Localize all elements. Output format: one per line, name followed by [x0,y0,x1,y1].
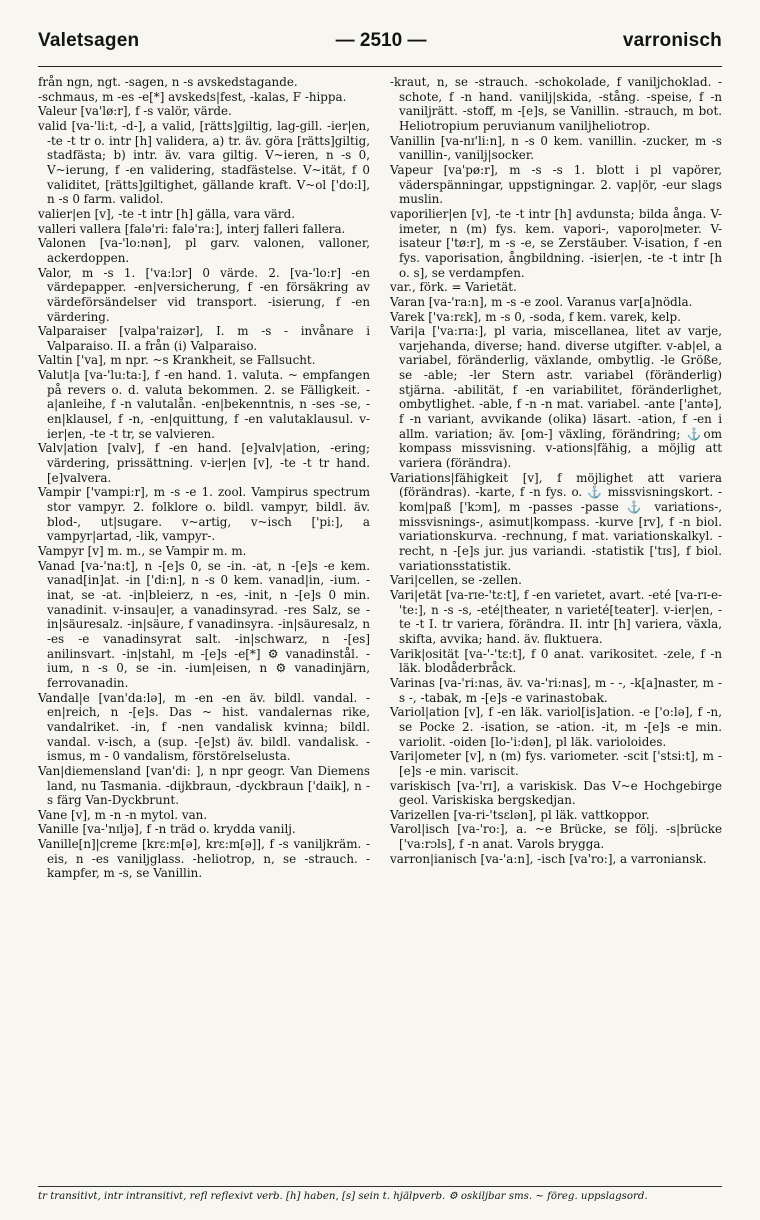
left-running-headword: Valetsagen [38,30,140,51]
right-running-headword: varronisch [622,30,722,51]
dictionary-entry: Vapeur [va'pø:r], m -s -s 1. blott i pl vapörer, väderspänningar, uppstigningar. 2. vap|ör, -eur slags muslin. [390,162,722,207]
dictionary-entry: -kraut, n, se -strauch. -schokolade, f vaniljchoklad. -schote, f -n hand. vanilj|skida, -stång. -speise, f -n vaniljrätt. -stoff, m -[e]s, se Vanillin. -strauch, m bot. Heliotropium peruvianum vaniljheliotrop. [390,75,722,133]
dictionary-entry: Varik|osität [va-'-'tɛ:t], f 0 anat. varikositet. -zele, f -n läk. blodåderbråck. [390,646,722,676]
dictionary-entry: Vane [v], m -n -n mytol. van. [38,807,208,822]
dictionary-entry: vaporilier|en [v], -te -t intr [h] avdunsta; bilda ånga. V-imeter, n (m) fys. kem. vapori-, vaporo|meter. V-isateur ['tø:r], m -s -e, se Zerstäuber. V-isation, f -en fys. vaporisation, ångbildning. -isier|en, -te -t intr [h o. s], se verdampfen. [390,206,722,280]
dictionary-entry: Vari|cellen, se -zellen. [390,573,522,588]
dictionary-entry: Vari|etät [va-rɪe-'tɛ:t], f -en varietet, avart. -eté [va-rɪ-e-'te:], n -s -s, -eté|theater, n varieté[teater]. v-ier|en, -te -t I. tr variera, förändra. II. intr [h] variera, växla, skifta, avvika; hand. äv. fluktuera. [390,587,722,646]
dictionary-entry: Variations|fähigkeit [v], f möjlighet att variera (förändras). -karte, f -n fys. o. ⚓ missvisningskort. -kom|paß ['kɔm], m -passes -passe ⚓ variations-, missvisnings-, asimut|kompass. -kurve [rv], f -n biol. variationskurva. -rechnung, f mat. variationskalkyl. -recht, n -[e]s jur. jus variandi. -statistik ['tɪs], f biol. variationsstatistik. [390,470,722,573]
dictionary-entry: Van|diemensland [van'di: ], n npr geogr. Van Diemens land, nu Tasmania. -dijkbraun, -dyckbraun ['daik], n -s färg Van-Dyckbrunt. [38,763,370,808]
dictionary-entry: valier|en [v], -te -t intr [h] gälla, vara värd. [38,206,295,221]
dictionary-entry: Valor, m -s 1. ['va:lɔr] 0 värde. 2. [va-'lo:r] -en värdepapper. -en|versicherung, f -en försäkring av värdeförsändelser vid transport. -isierung, f -en värdering. [38,265,370,324]
dictionary-entry: valleri vallera [falə'ri: falə'ra:], interj falleri fallera. [38,221,346,236]
dictionary-entry: Variol|ation [v], f -en läk. variol[is]ation. -e ['o:lə], f -n, se Pocke 2. -isation, se -ation. -it, m -[e]s -e min. variolit. -oiden [lo-'i:dən], pl läk. varioloides. [390,705,722,749]
dictionary-entry: Varinas [va-'ri:nas, äv. va-'ri:nas], m - -, -k[a]naster, m -s -, -tabak, m -[e]s -e varinastobak. [390,675,722,705]
dictionary-entry: Valtin ['va], m npr. ~s Krankheit, se Fallsucht. [38,353,316,368]
dictionary-entry: från ngn, ngt. -sagen, n -s avskedstagande. [38,75,298,89]
dictionary-entry: varron|ianisch [va-'a:n], -isch [va'ro:], a varroniansk. [390,851,707,866]
right-column [390,75,722,1157]
dictionary-entry: Vanad [va-'na:t], n -[e]s 0, se -in. -at, n -[e]s -e kem. vanad[in]at. -in ['di:n], n -s 0 kem. vanad|in, -ium. -inat, se -at. -in|bleierz, n -es, -init, n -[e]s 0 min. vanadinit. v-insau|er, a vanadinsyrad. -res Salz, se -in|säuresalz. -in|säure, f vanadinsyra. -in|säuresalz, n -es -e vanadinsyrat salt. -in|schwarz, n -[es] anilinsvart. -in|stahl, m -[e]s -e[*] ⚙ vanadinstål. -ium, n -s 0, se -in. -ium|eisen, n ⚙ vanadinjärn, ferrovanadin. [38,558,370,690]
columns [38,75,722,1157]
dictionary-entry: Valv|ation [valv], f -en hand. [e]valv|ation, -ering; värdering, prissättning. v-ier|en [v], -te -t tr hand. [e]valvera. [38,441,370,485]
dictionary-entry: Varol|isch [va-'ro:], a. ~e Brücke, se följ. -s|brücke ['va:rɔls], f -n anat. Varols brygga. [390,822,722,852]
dictionary-entry: Varek ['va:rɛk], m -s 0, -soda, f kem. varek, kelp. [390,309,681,324]
dictionary-entry: Vanille[n]|creme [krɛ:m[ə], krɛ:m[ə]], f -s vaniljkräm. -eis, n -es vaniljglass. -heliotrop, n, se -strauch. -kampfer, m -s, se Vanillin. [38,837,370,881]
left-column [38,75,370,1157]
dictionary-entry: Vanille [va-'nɪljə], f -n träd o. krydda vanilj. [38,822,296,837]
dictionary-entry: Vampyr [v] m. m., se Vampir m. m. [38,544,247,558]
abbreviation-footer: tr transitivt, intr intransitivt, refl reflexivt verb. [h] haben, [s] sein t. hjälpverb. ⚙ oskiljbar sms. ~ föreg. uppslagsord. [38,1186,722,1202]
dictionary-entry: Valparaiser [valpa'raizər], I. m -s - invånare i Valparaiso. II. a från (i) Valparaiso. [38,324,370,353]
dictionary-entry: Vanillin [va-nɪ'li:n], n -s 0 kem. vanillin. -zucker, m -s vanillin-, vanilj|socker. [390,133,722,163]
dictionary-entry: Valut|a [va-'lu:ta:], f -en hand. 1. valuta. ~ empfangen på revers o. d. valuta bekommen. 2. se Fälligkeit. -a|anleihe, f -n valutalån. -en|bekenntnis, n -ses -se, -en|klausel, f -n, -en|quittung, f -en valutaklausul. v-ier|en, -te -t tr, se valvieren. [38,368,370,441]
dictionary-entry: Varan [va-'ra:n], m -s -e zool. Varanus var[a]nödla. [390,294,693,309]
dictionary-entry: variskisch [va-'rɪ], a variskisk. Das V~e Hochgebirge geol. Variskiska bergskedjan. [390,778,722,808]
dictionary-entry: Vari|ometer [v], n (m) fys. variometer. -scit ['stsi:t], m -[e]s -e min. variscit. [390,749,722,778]
dictionary-entry: Valeur [va'lø:r], f -s valör, värde. [38,104,232,119]
dictionary-entry: -schmaus, m -es -e[*] avskeds|fest, -kalas, F -hippa. [38,89,347,104]
dictionary-entry: Vari|a ['va:rɪa:], pl varia, miscellanea, litet av varje, varjehanda, diverse; hand. diverse utgifter. v-ab|el, a variabel, föränderlig, växlande, ombytlig. -le Größe, se -able; -ler Stern astr. variabel (föränderlig) stjärna. -abilität, f -en variabilitet, föränderlighet, ombytlighet. -able, f -n -n mat. variabel. -ante ['antə], f -n variant, avvikande (olika) läsart. -ation, f -en i allm. variation; äv. [om-] växling, förändring; ⚓om kompass missvisning. v-ations|fähig, a möjlig att variera (förändra). [390,324,722,471]
dictionary-entry: Vandal|e [van'da:lə], m -en -en äv. bildl. vandal. -en|reich, n -[e]s. Das ~ hist. vandalernas rike, vandalriket. -in, f -nen vandalisk kvinna; bildl. vandal. v-isch, a (sup. -[e]st) äv. bildl. vandalisk. -ismus, m - 0 vandalism, förstörelselusta. [38,690,370,764]
page-number: — 2510 — [335,30,427,51]
dictionary-entry: valid [va-'li:t, -d-], a valid, [rätts]giltig, lag-gill. -ier|en, -te -t tr o. intr [h] validera, a) tr. äv. göra [rätts]giltig, stadfästa; b) intr. äv. vara giltig. V~ieren, n -s 0, V~ierung, f -en validering, stadfästelse. V~ität, f 0 validitet, [rätts]giltighet, gällande kraft. V~ol ['do:l], n -s 0 farm. validol. [38,118,370,207]
dictionary-entry: Varizellen [va-ri-'tsɛlən], pl läk. vattkoppor. [390,807,650,822]
dictionary-entry: Vampir ['vampi:r], m -s -e 1. zool. Vampirus spectrum stor vampyr. 2. folklore o. bildl. vampyr, bildl. äv. blod-, ut|sugare. v~artig, v~isch ['pi:], a vampyr|artad, -lik, vampyr-. [38,485,370,544]
page-header [38,30,722,64]
dictionary-entry: Valonen [va-'lo:nən], pl garv. valonen, valloner, ackerdoppen. [38,236,370,265]
header-rule [38,66,722,67]
dictionary-entry: var., förk. = Varietät. [390,280,517,295]
